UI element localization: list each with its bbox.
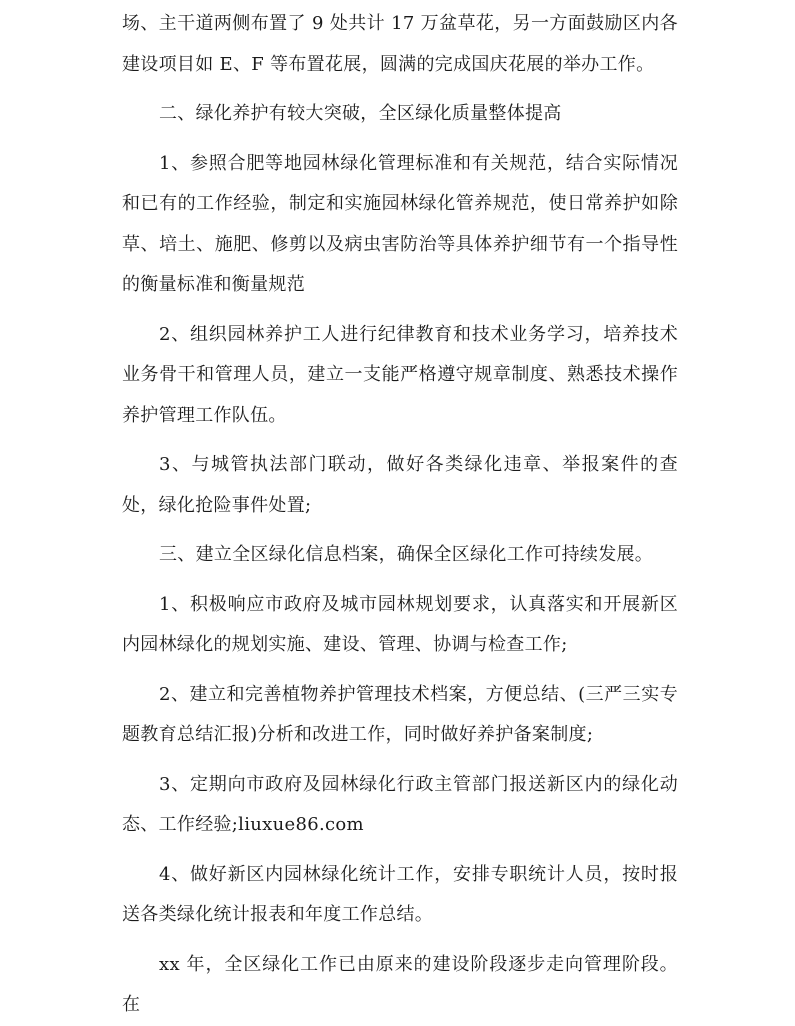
section-heading-3: 三、建立全区绿化信息档案，确保全区绿化工作可持续发展。	[159, 544, 654, 565]
list-item-3-2: 2、建立和完善植物养护管理技术档案，方便总结、(三严三实专题教育总结汇报)分析和改进工作，同时做好养护备案制度;	[122, 683, 678, 745]
list-item-3-1: 1、积极响应市政府及城市园林规划要求，认真落实和开展新区内园林绿化的规划实施、建设、管理、协调与检查工作;	[122, 593, 678, 655]
section-heading-2: 二、绿化养护有较大突破，全区绿化质量整体提高	[159, 103, 562, 124]
list-item-2-3: 3、与城管执法部门联动，做好各类绿化违章、举报案件的查处，绿化抢险事件处置;	[122, 454, 678, 516]
paragraph-conclusion: xx 年，全区绿化工作已由原来的建设阶段逐步走向管理阶段。在	[122, 953, 678, 1015]
list-item-3-3: 3、定期向市政府及园林绿化行政主管部门报送新区内的绿化动态、工作经验;liuxue86.com	[122, 773, 678, 835]
paragraph-intro-continued: 场、主干道两侧布置了 9 处共计 17 万盆草花，另一方面鼓励区内各建设项目如 E、F 等布置花展，圆满的完成国庆花展的举办工作。	[122, 13, 678, 75]
list-item-2-1: 1、参照合肥等地园林绿化管理标准和有关规范，结合实际情况和已有的工作经验，制定和实施园林绿化管养规范，使日常养护如除草、培土、施肥、修剪以及病虫害防治等具体养护细节有一个指导性的衡量标准和衡量规范	[122, 152, 678, 295]
document-page	[122, 0, 678, 1026]
list-item-3-4: 4、做好新区内园林绿化统计工作，安排专职统计人员，按时报送各类绿化统计报表和年度工作总结。	[122, 863, 678, 925]
list-item-2-2: 2、组织园林养护工人进行纪律教育和技术业务学习，培养技术业务骨干和管理人员，建立一支能严格遵守规章制度、熟悉技术操作养护管理工作队伍。	[122, 323, 678, 426]
